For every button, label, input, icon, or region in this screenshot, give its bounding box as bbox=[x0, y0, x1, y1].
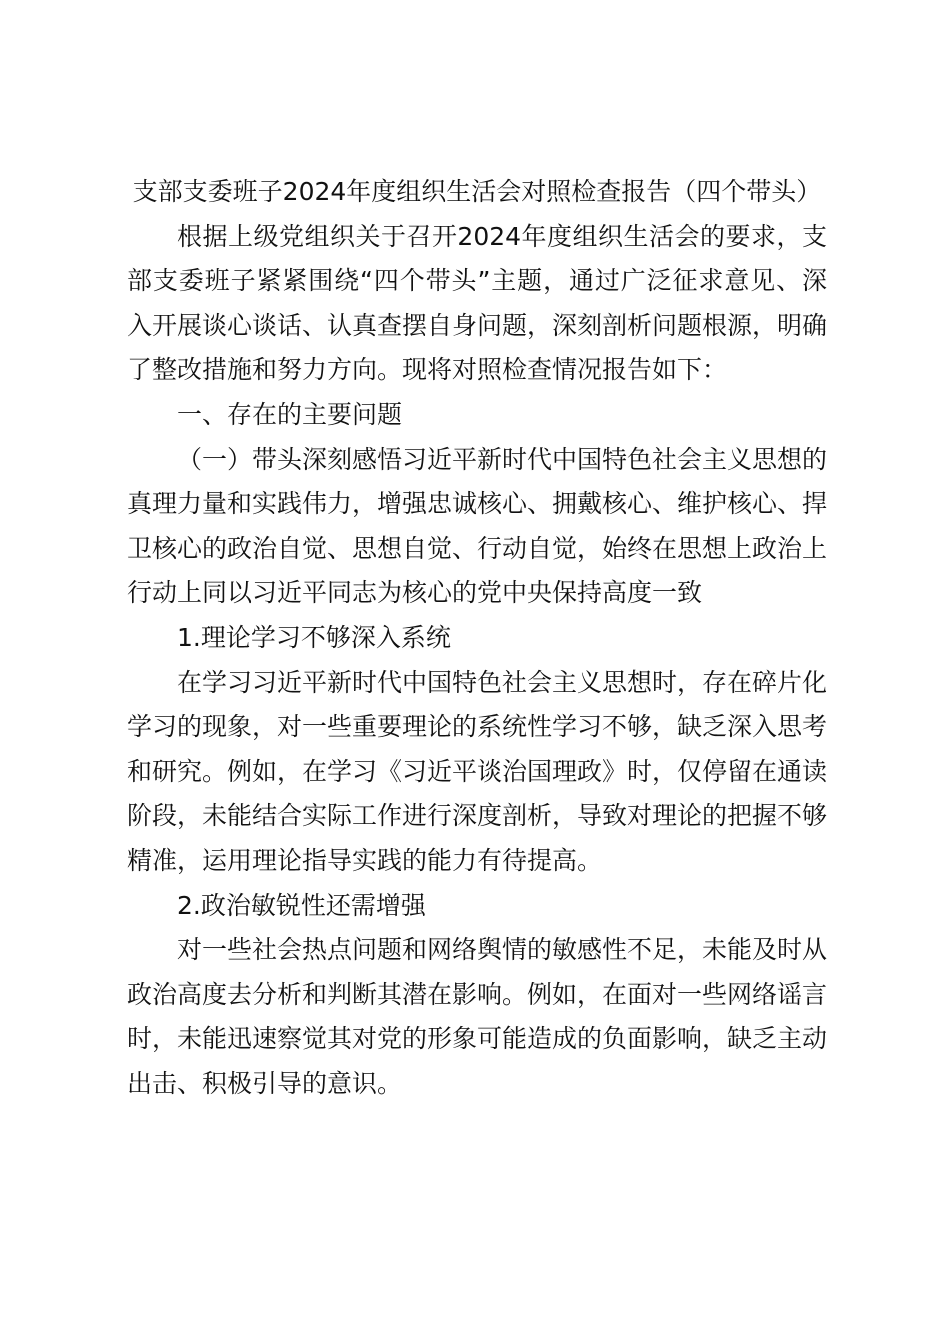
point-heading-1: 1.理论学习不够深入系统 bbox=[177, 622, 451, 652]
subsection-heading: （一）带头深刻感悟习近平新时代中国特色社会主义思想的真理力量和实践伟力，增强忠诚核心、拥戴核心、维护核心、捍卫核心的政治自觉、思想自觉、行动自觉，始终在思想上政治上行动上同以习近平同志为核心的党中央保持高度一致 bbox=[127, 444, 828, 608]
document-body bbox=[127, 170, 827, 1106]
document-title: 支部支委班子2024年度组织生活会对照检查报告（四个带头） bbox=[132, 177, 822, 206]
point-paragraph-2: 对一些社会热点问题和网络舆情的敏感性不足，未能及时从政治高度去分析和判断其潜在影响。例如，在面对一些网络谣言时，未能迅速察觉其对党的形象可能造成的负面影响，缺乏主动出击、积极引导的意识。 bbox=[127, 935, 828, 1098]
point-paragraph-1: 在学习习近平新时代中国特色社会主义思想时，存在碎片化学习的现象，对一些重要理论的系统性学习不够，缺乏深入思考和研究。例如，在学习《习近平谈治国理政》时，仅停留在通读阶段，未能结合实际工作进行深度剖析，导致对理论的把握不够精准，运用理论指导实践的能力有待提高。 bbox=[127, 667, 828, 875]
section-heading: 一、存在的主要问题 bbox=[177, 399, 403, 429]
point-heading-2: 2.政治敏锐性还需增强 bbox=[177, 890, 426, 920]
intro-paragraph: 根据上级党组织关于召开2024年度组织生活会的要求，支部支委班子紧紧围绕“四个带头”主题，通过广泛征求意见、深入开展谈心谈话、认真查摆自身问题，深刻剖析问题根源，明确了整改措施和努力方向。现将对照检查情况报告如下： bbox=[127, 221, 828, 385]
